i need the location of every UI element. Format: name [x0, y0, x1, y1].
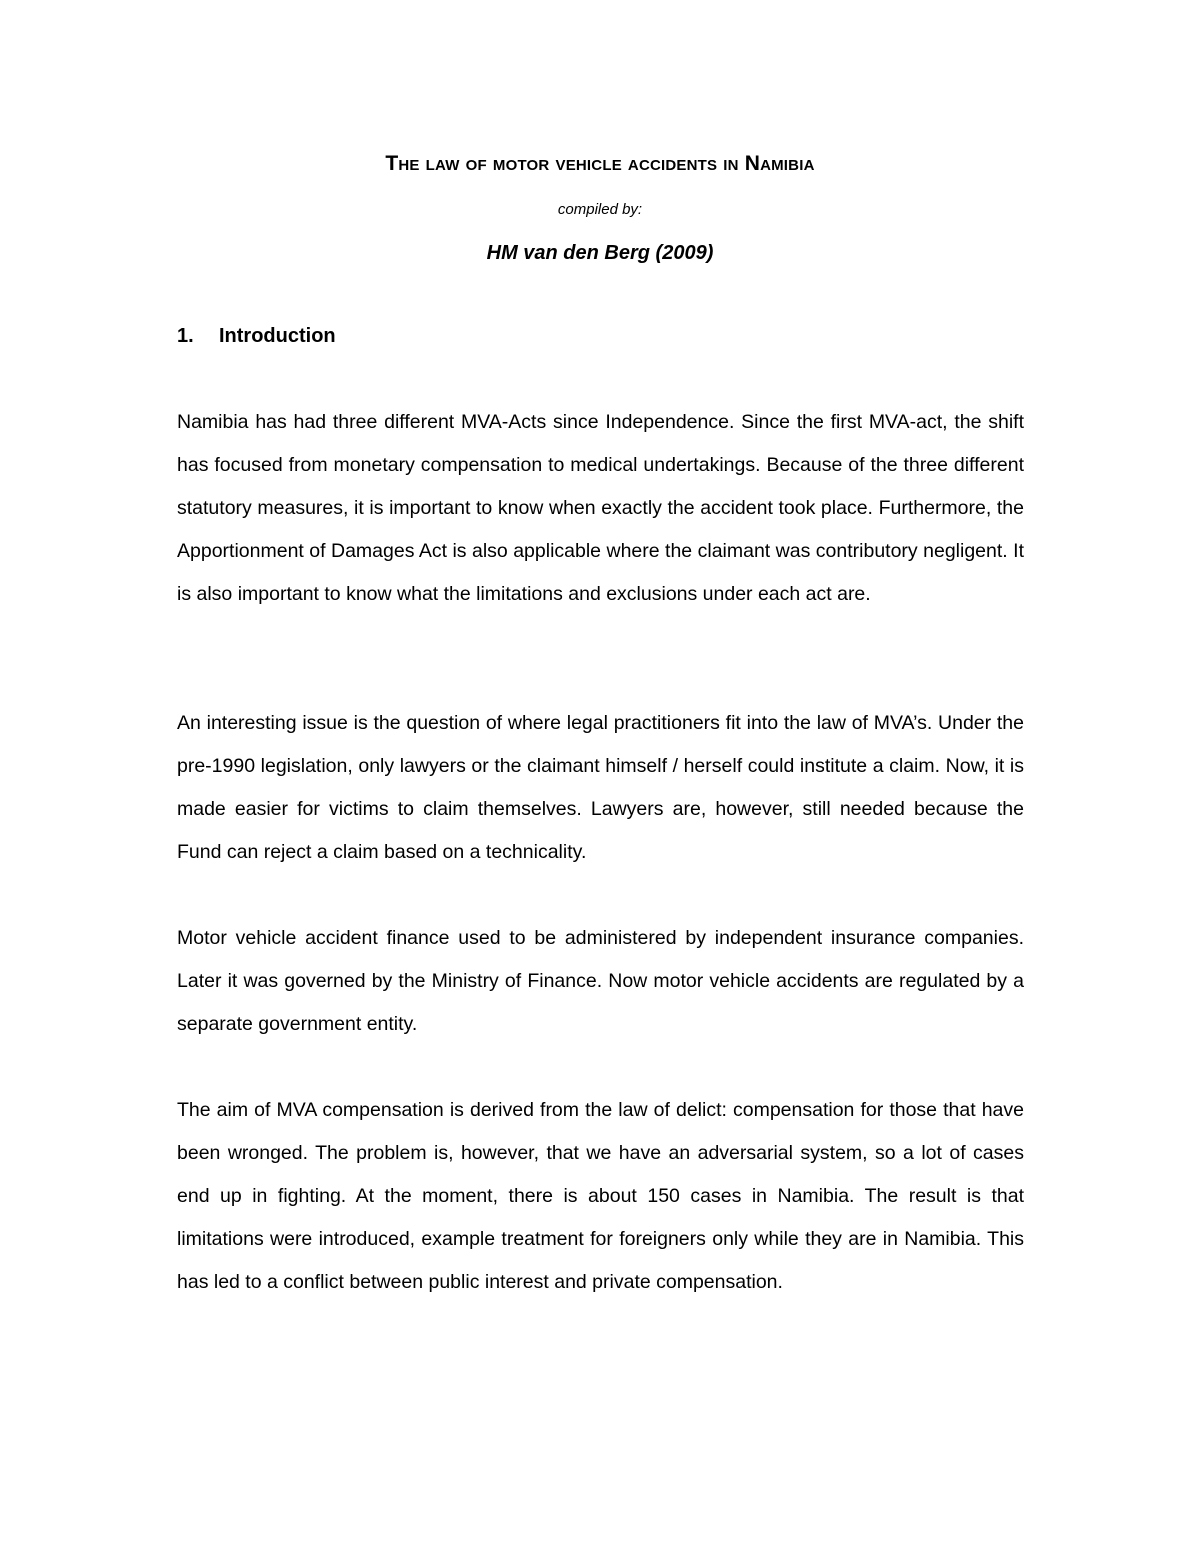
section-heading: [177, 323, 336, 349]
paragraph-compensation-aim: The aim of MVA compensation is derived from the law of delict: compensation for those that have been wronged. The problem is, however, that we have an adversarial system, so a lot of cases end up in fighting. At the moment, there is about 150 cases in Namibia. The result is that limitations were introduced, example treatment for foreigners only while they are in Namibia. This has led to a conflict between public interest and private compensation.: [177, 1099, 1024, 1293]
paragraph-accident-finance: Motor vehicle accident finance used to be administered by independent insurance companies. Later it was governed by the Ministry of Finance. Now motor vehicle accidents are regulated by a separate government entity.: [177, 927, 1024, 1035]
compiled-by-label: compiled by:: [557, 201, 643, 218]
section-title: Introduction: [219, 325, 336, 347]
document-title: The law of motor vehicle accidents in Namibia: [385, 152, 815, 175]
section-number: 1.: [177, 325, 194, 347]
paragraph-mva-acts: Namibia has had three different MVA-Acts since Independence. Since the first MVA-act, the shift has focused from monetary compensation to medical undertakings. Because of the three different statutory measures, it is important to know when exactly the accident took place. Furthermore, the Apportionment of Damages Act is also applicable where the claimant was contributory negligent. It is also important to know what the limitations and exclusions under each act are.: [177, 411, 1024, 605]
paragraph-legal-practitioners: An interesting issue is the question of where legal practitioners fit into the law of MVA’s. Under the pre-1990 legislation, only lawyers or the claimant himself / herself could institute a claim. Now, it is made easier for victims to claim themselves. Lawyers are, however, still needed because the Fund can reject a claim based on a technicality.: [177, 712, 1024, 863]
author-line: HM van den Berg (2009): [486, 242, 714, 264]
